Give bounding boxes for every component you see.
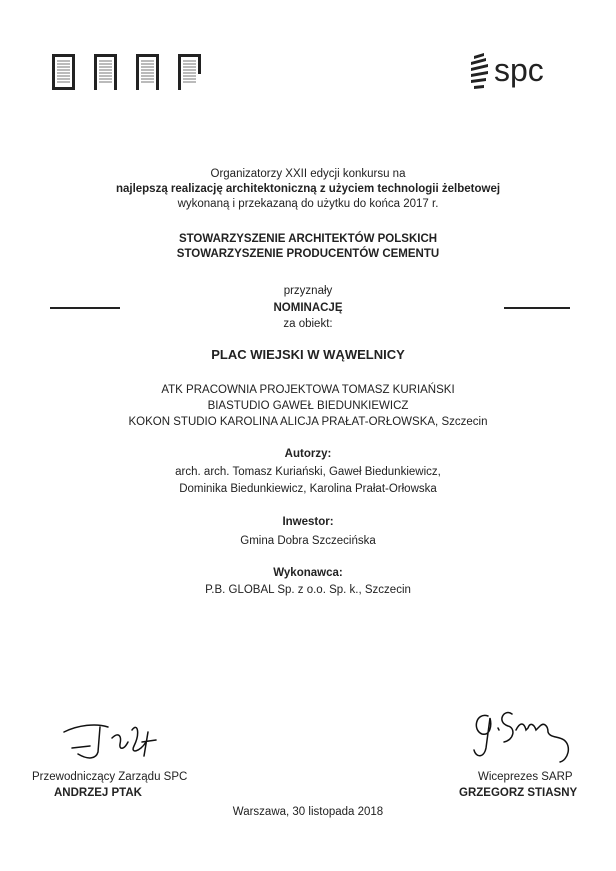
contractor-value: P.B. GLOBAL Sp. z o.o. Sp. k., Szczecin — [205, 584, 411, 596]
sarp-logo — [52, 52, 214, 94]
authors-line-2: Dominika Biedunkiewicz, Karolina Prałat-Orłowska — [179, 483, 437, 495]
authors-label: Autorzy: — [284, 448, 332, 460]
right-signatory-role: Wiceprezes SARP — [478, 771, 573, 783]
organizer-1: STOWARZYSZENIE ARCHITEKTÓW POLSKICH — [178, 233, 438, 245]
authors-line-1: arch. arch. Tomasz Kuriański, Gaweł Biedunkiewicz, — [175, 466, 441, 478]
project-name: PLAC WIEJSKI W WĄWELNICY — [211, 347, 405, 362]
left-signatory-role: Przewodniczący Zarządu SPC — [32, 771, 188, 783]
award-granted: przyznały — [283, 285, 333, 297]
right-signature — [468, 700, 578, 768]
place-date: Warszawa, 30 listopada 2018 — [232, 806, 384, 818]
studio-1: ATK PRACOWNIA PROJEKTOWA TOMASZ KURIAŃSKI — [161, 384, 455, 396]
investor-label: Inwestor: — [282, 516, 334, 528]
award-type: NOMINACJĘ — [273, 302, 343, 314]
spc-logo — [468, 48, 568, 92]
studio-3: KOKON STUDIO KAROLINA ALICJA PRAŁAT-ORŁOWSKA, Szczecin — [128, 416, 488, 428]
intro-line-1: Organizatorzy XXII edycji konkursu na — [210, 168, 406, 180]
contractor-label: Wykonawca: — [273, 567, 343, 579]
studio-2: BIASTUDIO GAWEŁ BIEDUNKIEWICZ — [207, 400, 409, 412]
intro-line-3: wykonaną i przekazaną do użytku do końca 2017 r. — [177, 198, 439, 210]
left-signature — [60, 712, 165, 764]
left-signatory-name: ANDRZEJ PTAK — [54, 787, 142, 799]
investor-value: Gmina Dobra Szczecińska — [240, 535, 376, 547]
award-for: za obiekt: — [283, 318, 333, 330]
spc-logo-text: spc — [494, 52, 544, 88]
intro-line-2: najlepszą realizację architektoniczną z użyciem technologii żelbetowej — [115, 183, 501, 195]
organizer-2: STOWARZYSZENIE PRODUCENTÓW CEMENTU — [176, 248, 440, 260]
right-signatory-name: GRZEGORZ STIASNY — [459, 787, 578, 799]
